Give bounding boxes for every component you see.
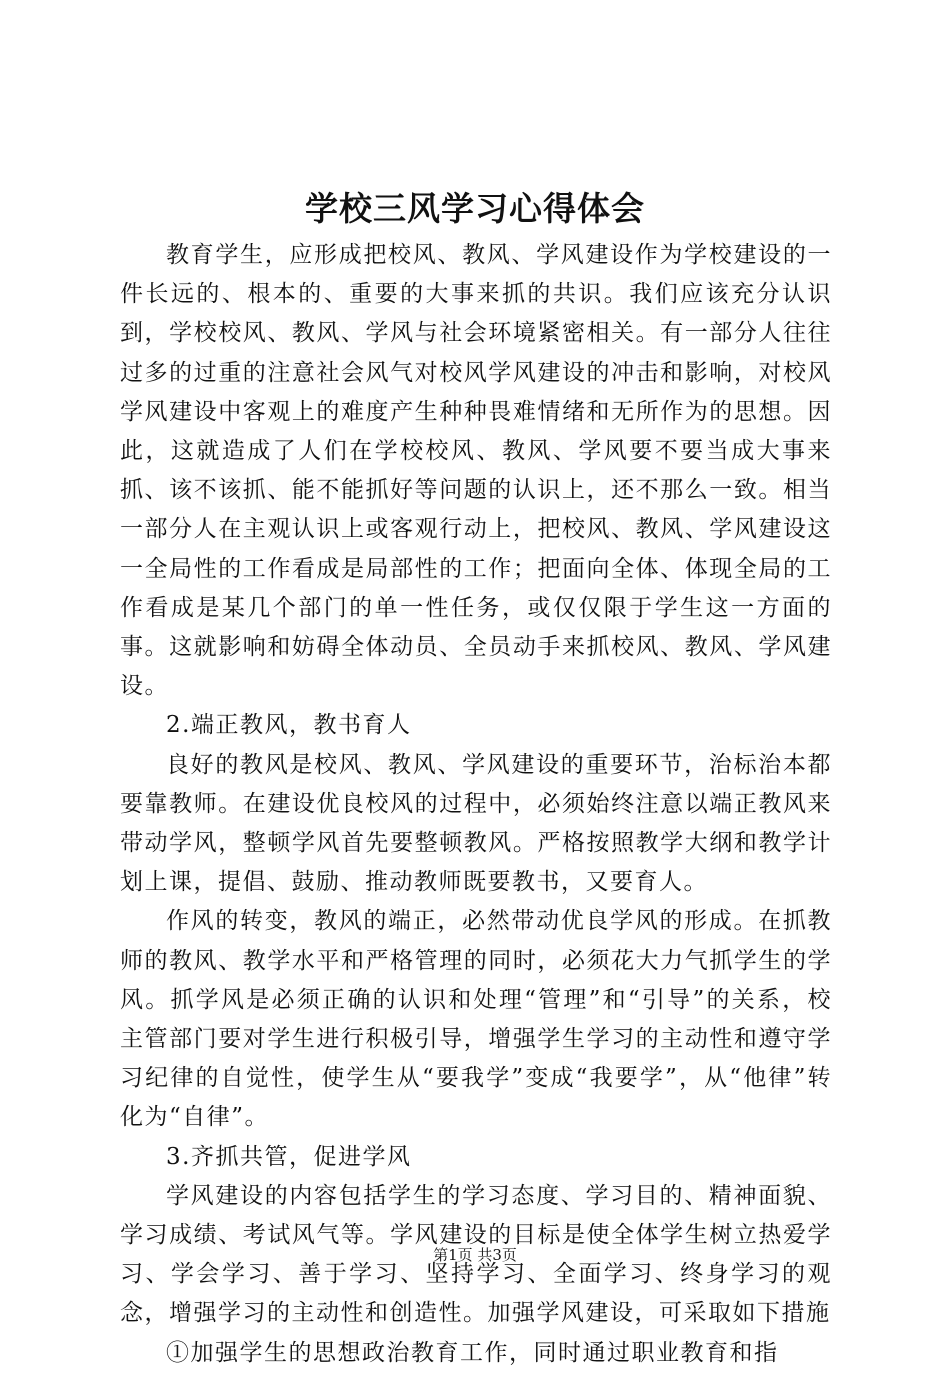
paragraph-teaching-style: 良好的教风是校风、教风、学风建设的重要环节，治标治本都要靠教师。在建设优良校风的过程中，必须始终注意以端正教风来带动学风，整顿学风首先要整顿教风。严格按照教学大纲和教学计划上课，提倡、鼓励、推动教师既要教书，又要育人。: [120, 751, 832, 896]
paragraph-measure-1: ①加强学生的思想政治教育工作，同时通过职业教育和指: [166, 1339, 779, 1366]
section-heading-3: 3.齐抓共管，促进学风: [166, 1143, 412, 1170]
paragraph-style-change: 作风的转变，教风的端正，必然带动优良学风的形成。在抓教师的教风、教学水平和严格管理的同时，必须花大力气抓学生的学风。抓学风是必须正确的认识和处理“管理”和“引导”的关系，校主管部门要对学生进行积极引导，增强学生学习的主动性和遵守学习纪律的自觉性，使学生从“要我学”变成“我要学”，从“他律”转化为“自律”。: [120, 908, 832, 1131]
section-heading-2: 2.端正教风，教书育人: [166, 712, 412, 739]
page-footer: 第1页 共3页: [433, 1246, 517, 1264]
document-title: 学校三风学习心得体会: [305, 189, 645, 228]
document-body: [120, 236, 832, 1373]
paragraph-intro: 教育学生，应形成把校风、教风、学风建设作为学校建设的一件长远的、根本的、重要的大事来抓的共识。我们应该充分认识到，学校校风、教风、学风与社会环境紧密相关。有一部分人往往过多的过重的注意社会风气对校风学风建设的冲击和影响，对校风学风建设中客观上的难度产生种种畏难情绪和无所作为的思想。因此，这就造成了人们在学校校风、教风、学风要不要当成大事来抓、该不该抓、能不能抓好等问题的认识上，还不那么一致。相当一部分人在主观认识上或客观行动上，把校风、教风、学风建设这一全局性的工作看成是局部性的工作；把面向全体、体现全局的工作看成是某几个部门的单一性任务，或仅仅限于学生这一方面的事。这就影响和妨碍全体动员、全员动手来抓校风、教风、学风建设。: [120, 242, 832, 700]
paragraph-study-style: 学风建设的内容包括学生的学习态度、学习目的、精神面貌、学习成绩、考试风气等。学风建设的目标是使全体学生树立热爱学习、学会学习、善于学习、坚持学习、全面学习、终身学习的观念，增强学习的主动性和创造性。加强学风建设，可采取如下措施: [120, 1182, 832, 1327]
